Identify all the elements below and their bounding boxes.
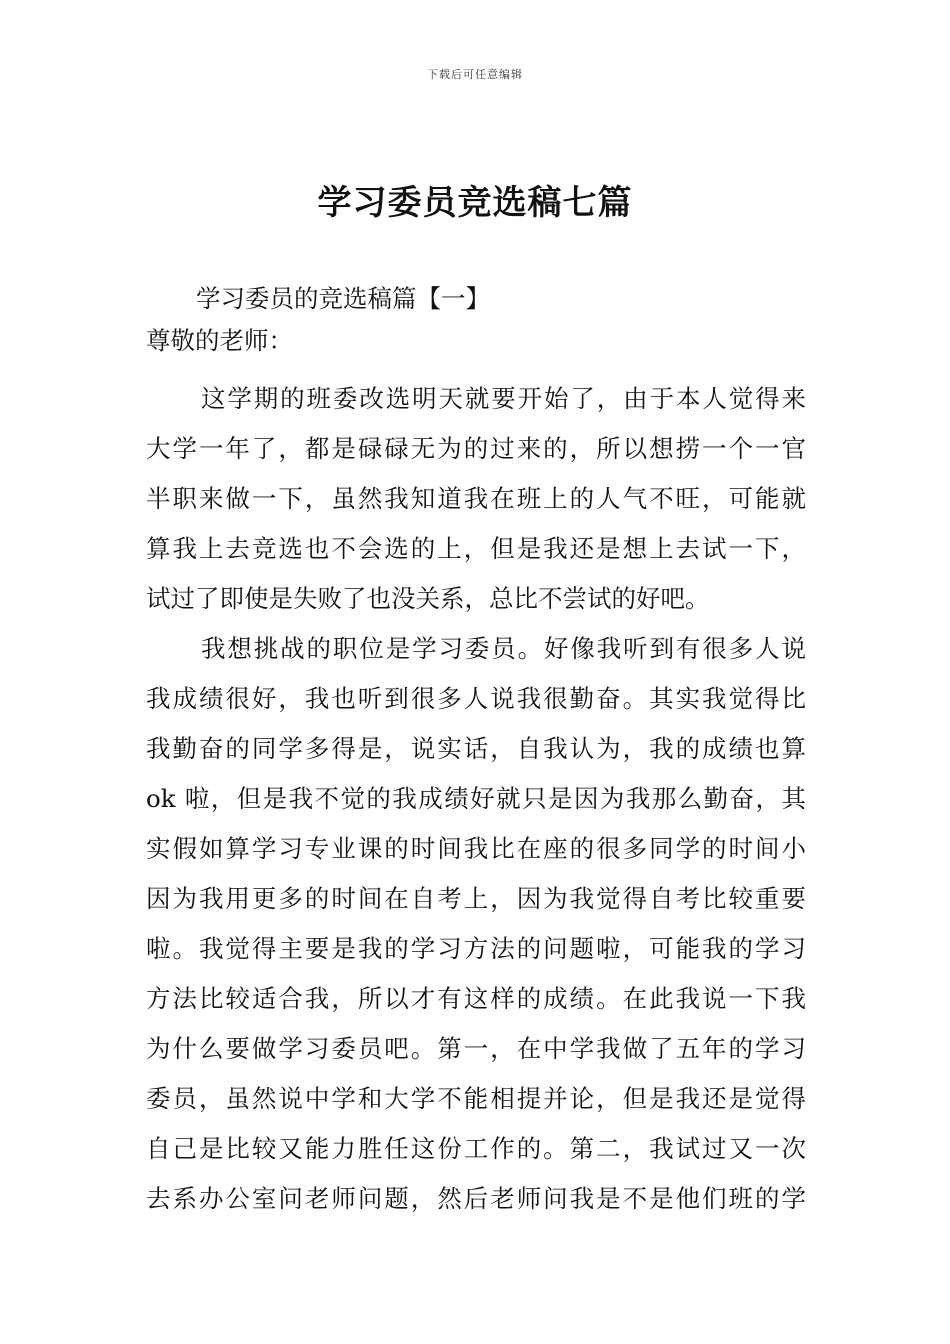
text-line: 我成绩很好，我也听到很多人说我很勤奋。其实我觉得比 <box>146 684 806 713</box>
text-line: 自己是比较又能力胜任这份工作的。第二，我试过又一次 <box>146 1134 806 1163</box>
text-line: 实假如算学习专业课的时间我比在座的很多同学的时间小 <box>146 834 806 863</box>
text-line: 因为我用更多的时间在自考上，因为我觉得自考比较重要 <box>146 884 806 913</box>
salutation: 尊敬的老师： <box>146 326 293 355</box>
text-line: ok 啦，但是我不觉的我成绩好就只是因为我那么勤奋，其 <box>146 784 806 813</box>
text-line: 半职来做一下，虽然我知道我在班上的人气不旺，可能就 <box>146 484 806 513</box>
text-line: 委员，虽然说中学和大学不能相提并论，但是我还是觉得 <box>146 1084 806 1113</box>
text-line: 试过了即使是失败了也没关系，总比不尝试的好吧。 <box>146 584 710 613</box>
header-note: 下载后可任意编辑 <box>427 68 523 81</box>
text-line: 去系办公室问老师问题，然后老师问我是不是他们班的学 <box>146 1184 806 1213</box>
text-line: 我想挑战的职位是学习委员。好像我听到有很多人说 <box>201 634 806 663</box>
text-line: 我勤奋的同学多得是，说实话，自我认为，我的成绩也算 <box>146 734 806 763</box>
paragraph-1 <box>146 374 806 624</box>
text-line: 这学期的班委改选明天就要开始了，由于本人觉得来 <box>201 384 806 413</box>
paragraph-2 <box>146 624 806 1224</box>
text-line: 啦。我觉得主要是我的学习方法的问题啦，可能我的学习 <box>146 934 806 963</box>
text-line: 方法比较适合我，所以才有这样的成绩。在此我说一下我 <box>146 984 806 1013</box>
document-title: 学习委员竞选稿七篇 <box>317 183 633 223</box>
text-line: 大学一年了，都是碌碌无为的过来的，所以想捞一个一官 <box>146 434 806 463</box>
section-heading: 学习委员的竞选稿篇【一】 <box>196 284 490 313</box>
text-line: 为什么要做学习委员吧。第一，在中学我做了五年的学习 <box>146 1034 806 1063</box>
text-line: 算我上去竞选也不会选的上，但是我还是想上去试一下， <box>146 534 806 563</box>
spacer <box>146 362 806 374</box>
document-body <box>146 278 806 1224</box>
